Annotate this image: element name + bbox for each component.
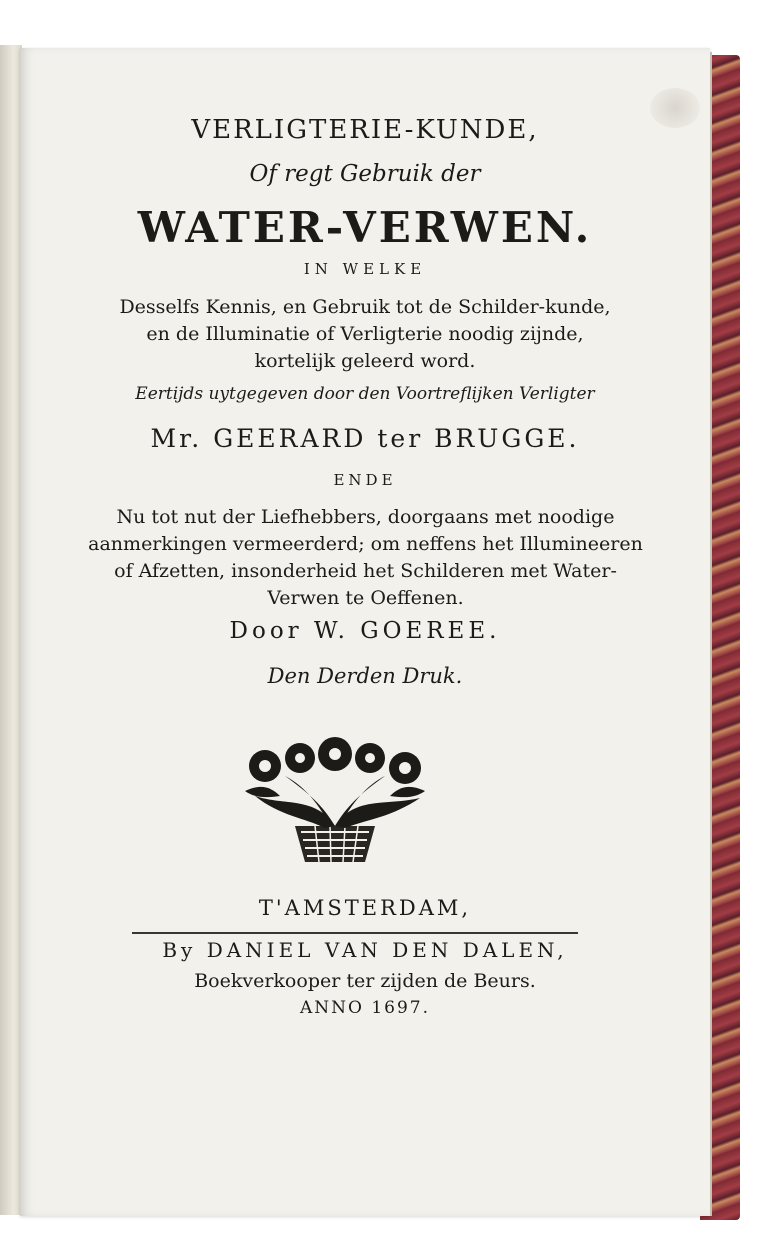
subtitle-line: Of regt Gebruik der — [249, 161, 481, 187]
imprint-printer: By DANIEL VAN DEN DALEN, — [162, 938, 568, 962]
in-welke-line: IN WELKE — [303, 260, 427, 278]
additions-paragraph: Nu tot nut der Liefhebbers, doorgaans met noodige aanmerkingen vermeerderd; om neffens het Illumineeren of Afzetten, insonderheid het Schilderen met Water-Verwen te Oeffenen. — [88, 506, 643, 609]
title-page — [20, 48, 710, 1216]
imprint-year: ANNO 1697. — [299, 998, 431, 1018]
book-spine-left-page — [0, 45, 22, 1215]
imprint-rule — [132, 932, 578, 934]
title-line: VERLIGTERIE-KUNDE, — [191, 115, 539, 145]
imprint-place: T'AMSTERDAM, — [258, 896, 472, 920]
imprint-address: Boekverkooper ter zijden de Beurs. — [194, 970, 536, 992]
description-paragraph: Desselfs Kennis, en Gebruik tot de Schilder-kunde, en de Illuminatie of Verligterie noodig zijnde, kortelijk geleerd word. — [119, 296, 611, 372]
original-author: Mr. GEERARD ter BRUGGE. — [150, 424, 580, 453]
author-line: Door W. GOEREE. — [229, 618, 501, 644]
main-title: WATER-VERWEN. — [137, 203, 593, 252]
ende-line: ENDE — [333, 471, 397, 489]
flower-basket-woodcut-icon — [225, 736, 445, 866]
earlier-publisher-line: Eertijds uytgegeven door den Voortreflijken Verligter — [135, 384, 595, 404]
edition-line: Den Derden Druk. — [267, 664, 463, 688]
